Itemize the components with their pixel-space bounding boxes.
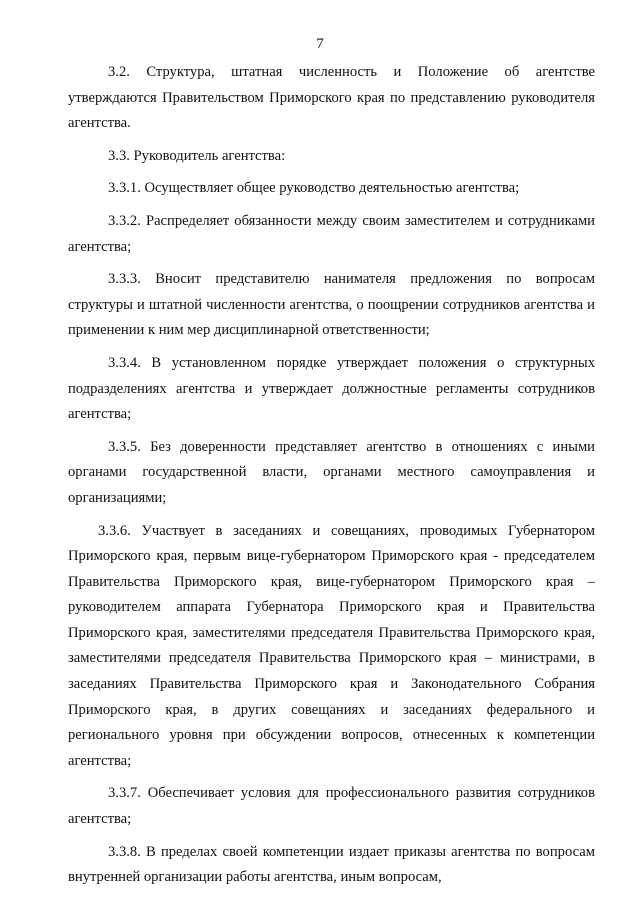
paragraph-3-3-2: 3.3.2. Распределяет обязанности между своим заместителем и сотрудниками агентства;	[68, 212, 595, 255]
paragraph-3-3-5: 3.3.5. Без доверенности представляет агентство в отношениях с иными органами государственной власти, органами местного самоуправления и организациями;	[68, 438, 595, 506]
paragraph-3-3-1: 3.3.1. Осуществляет общее руководство деятельностью агентства;	[108, 180, 520, 197]
document-body	[68, 60, 595, 898]
paragraph-3-3-7: 3.3.7. Обеспечивает условия для профессионального развития сотрудников агентства;	[68, 785, 595, 828]
paragraph-3-3: 3.3. Руководитель агентства:	[108, 147, 286, 164]
paragraph-3-3-6: 3.3.6. Участвует в заседаниях и совещаниях, проводимых Губернатором Приморского края, первым вице-губернатором Приморского края - председателем Правительства Приморского края, вице-губернатором Приморского края – руководителем аппарата Губернатора Приморского края и Правительства Приморского края, заместителями председателя Правительства Приморского края, заместителями председателя Правительства Приморского края – министрами, в заседаниях Правительства Приморского края и Законодательного Собрания Приморского края, в других совещаниях и заседаниях федерального и регионального уровня при обсуждении вопросов, отнесенных к компетенции агентства;	[68, 522, 595, 769]
page-number: 7	[316, 36, 324, 52]
paragraph-3-3-4: 3.3.4. В установленном порядке утверждает положения о структурных подразделениях агентства и утверждает должностные регламенты сотрудников агентства;	[68, 354, 595, 423]
paragraph-3-3-8: 3.3.8. В пределах своей компетенции издает приказы агентства по вопросам внутренней организации работы агентства, иным вопросам,	[68, 843, 595, 886]
paragraph-3-3-3: 3.3.3. Вносит представителю нанимателя предложения по вопросам структуры и штатной численности агентства, о поощрении сотрудников агентства и применении к ним мер дисциплинарной ответственности;	[68, 271, 595, 339]
paragraph-3-2: 3.2. Структура, штатная численность и Положение об агентстве утверждаются Правительством Приморского края по представлению руководителя агентства.	[68, 64, 595, 132]
